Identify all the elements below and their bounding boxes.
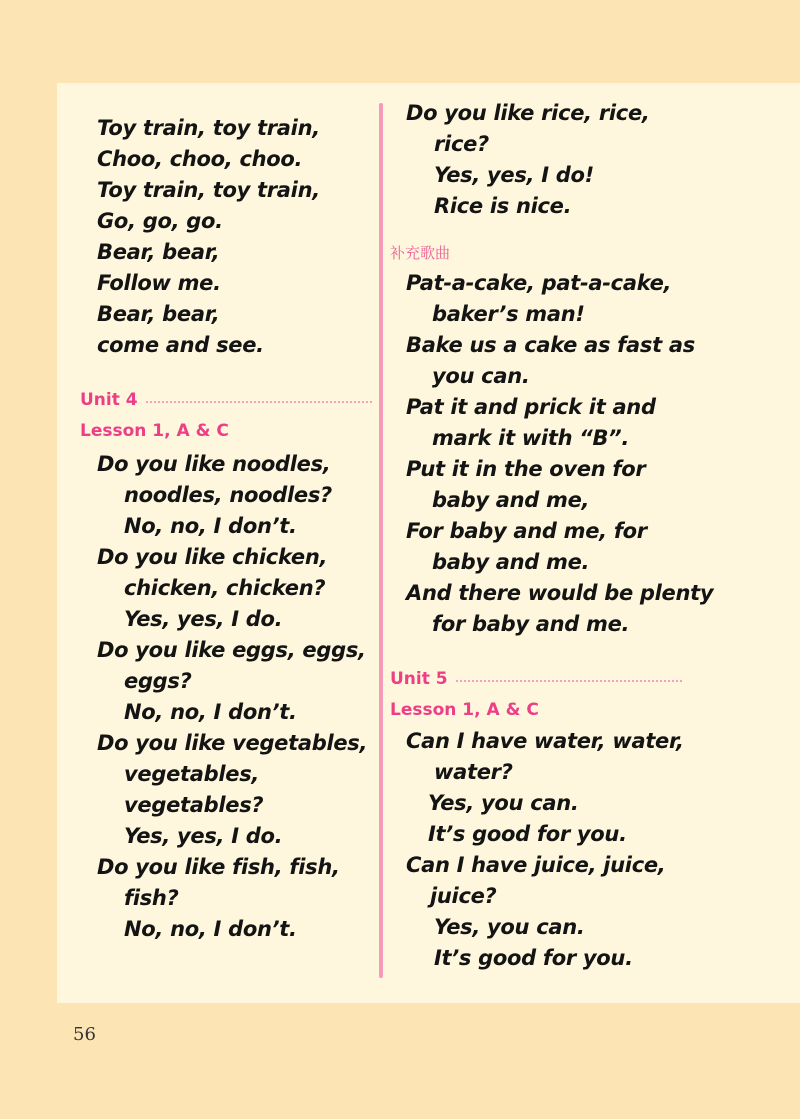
- lyric-line: noodles, noodles?: [124, 483, 332, 507]
- verse-line: Follow me.: [97, 271, 221, 295]
- verse-line: Go, go, go.: [97, 209, 223, 233]
- verse-line: Choo, choo, choo.: [97, 147, 303, 171]
- lyric-line: No, no, I don’t.: [124, 514, 297, 538]
- lyric-line: For baby and me, for: [406, 519, 647, 543]
- unit-4-dotted-rule: [146, 401, 372, 403]
- lyric-line: juice?: [430, 884, 497, 908]
- lyric-line: It’s good for you.: [428, 822, 627, 846]
- lyric-line: Pat-a-cake, pat-a-cake,: [406, 271, 672, 295]
- lyric-line: Yes, yes, I do.: [124, 824, 283, 848]
- verse-line: Toy train, toy train,: [97, 116, 320, 140]
- unit-4-lesson-title: Lesson 1, A & C: [80, 421, 229, 441]
- lyric-line: Pat it and prick it and: [406, 395, 656, 419]
- lyric-line: Do you like chicken,: [97, 545, 328, 569]
- lyric-line: No, no, I don’t.: [124, 700, 297, 724]
- lyric-line: Put it in the oven for: [406, 457, 646, 481]
- lyric-line: Do you like vegetables,: [97, 731, 368, 755]
- lyric-line: eggs?: [124, 669, 192, 693]
- page-number: 56: [73, 1024, 96, 1045]
- lyric-line: No, no, I don’t.: [124, 917, 297, 941]
- unit-4-title: Unit 4: [80, 390, 138, 410]
- lyric-line: for baby and me.: [432, 612, 630, 636]
- verse-line: Toy train, toy train,: [97, 178, 320, 202]
- verse-line: Bear, bear,: [97, 302, 220, 326]
- lyric-line: Do you like noodles,: [97, 452, 331, 476]
- verse-line: Rice is nice.: [434, 194, 572, 218]
- unit-5-dotted-rule: [456, 680, 682, 682]
- unit-5-title: Unit 5: [390, 669, 448, 689]
- verse-line: Do you like rice, rice,: [406, 101, 650, 125]
- lyric-line: vegetables?: [124, 793, 264, 817]
- lyric-line: baker’s man!: [432, 302, 585, 326]
- lyric-line: chicken, chicken?: [124, 576, 326, 600]
- lyric-line: mark it with “B”.: [432, 426, 630, 450]
- supplementary-song-title: 补充歌曲: [390, 244, 451, 262]
- lyric-line: Do you like fish, fish,: [97, 855, 340, 879]
- lyric-line: water?: [434, 760, 513, 784]
- lyric-line: Can I have water, water,: [406, 729, 684, 753]
- lyric-line: baby and me,: [432, 488, 590, 512]
- lyric-line: Bake us a cake as fast as: [406, 333, 695, 357]
- verse-line: come and see.: [97, 333, 264, 357]
- lyric-line: baby and me.: [432, 550, 590, 574]
- verse-line: rice?: [434, 132, 489, 156]
- lyric-line: you can.: [432, 364, 530, 388]
- lyric-line: And there would be plenty: [406, 581, 714, 605]
- lyric-line: Can I have juice, juice,: [406, 853, 666, 877]
- verse-line: Bear, bear,: [97, 240, 220, 264]
- lyric-line: Yes, you can.: [428, 791, 579, 815]
- lyric-line: It’s good for you.: [434, 946, 633, 970]
- lyric-line: Do you like eggs, eggs,: [97, 638, 366, 662]
- lyric-line: Yes, you can.: [434, 915, 585, 939]
- lyric-line: fish?: [124, 886, 179, 910]
- lyric-line: vegetables,: [124, 762, 260, 786]
- verse-line: Yes, yes, I do!: [434, 163, 594, 187]
- column-divider: [379, 103, 383, 978]
- lyric-line: Yes, yes, I do.: [124, 607, 283, 631]
- unit-5-lesson-title: Lesson 1, A & C: [390, 700, 539, 720]
